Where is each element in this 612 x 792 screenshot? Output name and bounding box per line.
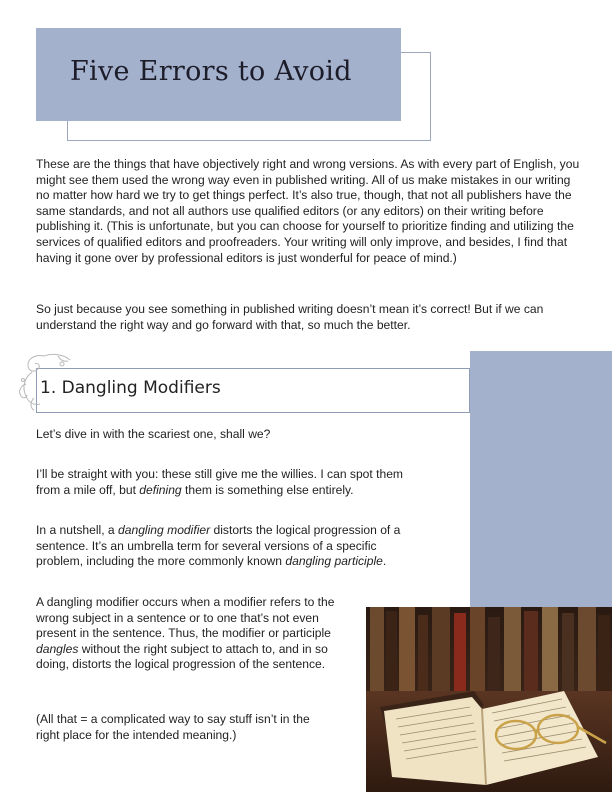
intro-paragraph-1: These are the things that have objectively right and wrong versions. As with every part of English, you might see them used the wrong way even in published writing. All of us make mistakes in our writing no matter how hard we try to get things perfect. It’s also true, though, that not all publishers have the same standards, and not all authors use qualified editors (or any editors) on their writing before publishing it. (This is unfortunate, but you can choose for yourself to prioritize finding and utilizing the services of qualified editors and proofreaders. Your writing will only improve, and besides, I find that having it gone over by professional editors is just wonderful for peace of mind.) [36,157,580,265]
text-run: them is something else entirely. [181,482,354,497]
emphasis-defining: defining [139,482,182,497]
section-paragraph-1: Let’s dive in with the scariest one, shall we? [36,427,271,441]
page-title: Five Errors to Avoid [70,56,352,87]
text-run: In a nutshell, a [36,523,119,537]
section-paragraph-5: (All that = a complicated way to say stuff isn’t in the right place for the intended meaning.) [36,712,310,742]
text-run: distorts the logical progression of a sentence. It’s an umbrella term for several versions of a specific problem, including the more commonly known [36,523,401,569]
emphasis-dangles: dangles [36,641,79,656]
text-run: . [382,554,387,569]
text-run: I’ll be straight with you: these still give me the willies. I can spot them from a mile off, but [36,467,404,497]
section-paragraph-2 [36,467,426,498]
section-heading: 1. Dangling Modifiers [40,378,221,398]
text-run: A dangling modifier occurs when a modifier refers to the wrong subject in a sentence or to one that’s not even present in the sentence. Thus, the modifier or participle [36,595,335,641]
section-paragraph-4 [36,595,358,673]
section-paragraph-3 [36,523,426,570]
text-run: without the right subject to attach to, and in so doing, distorts the logical progression of the sentence. [36,641,328,672]
emphasis-dangling-modifier: dangling modifier [118,523,211,537]
intro-paragraph-2: So just because you see something in published writing doesn’t mean it’s correct! But if we can understand the right way and go forward with that, so much the better. [36,302,544,332]
open-book-photo [366,607,612,792]
flourish-ornament-icon [14,350,76,412]
decorative-blue-panel [470,351,612,607]
emphasis-dangling-participle: dangling participle [285,554,383,569]
